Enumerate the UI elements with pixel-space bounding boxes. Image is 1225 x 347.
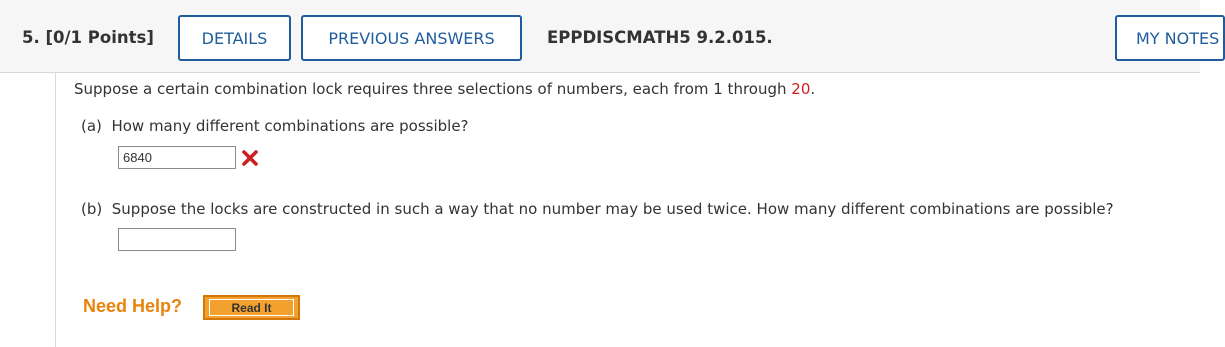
content-divider <box>55 73 56 347</box>
part-b-answer-input[interactable] <box>118 228 236 251</box>
prompt-number: 20 <box>791 80 811 98</box>
question-header <box>0 0 1220 73</box>
prompt-end: . <box>810 80 816 98</box>
my-notes-button[interactable]: MY NOTES <box>1115 15 1225 61</box>
need-help-label: Need Help? <box>83 296 183 316</box>
question-prompt <box>74 80 815 98</box>
read-it-button[interactable] <box>203 295 300 320</box>
question-number-label: 5. <box>22 28 40 47</box>
part-a-text: How many different combinations are possible? <box>111 117 469 135</box>
part-a-answer-input[interactable] <box>118 146 236 169</box>
read-it-label: Read It <box>209 299 294 316</box>
part-b-text: Suppose the locks are constructed in such a way that no number may be used twice. How many different combinations are possible? <box>111 200 1114 218</box>
part-a-question <box>81 117 469 135</box>
question-code: EPPDISCMATH5 9.2.015. <box>547 28 773 47</box>
previous-answers-button[interactable]: PREVIOUS ANSWERS <box>301 15 522 61</box>
prompt-text: Suppose a certain combination lock requires three selections of numbers, each from 1 through <box>74 80 792 98</box>
details-button[interactable]: DETAILS <box>178 15 291 61</box>
question-number <box>22 28 154 47</box>
points-label: [0/1 Points] <box>45 28 154 47</box>
part-b-label: (b) <box>81 200 103 218</box>
part-a-label: (a) <box>81 117 102 135</box>
part-b-question <box>81 200 1114 218</box>
x-mark-icon <box>240 148 260 168</box>
